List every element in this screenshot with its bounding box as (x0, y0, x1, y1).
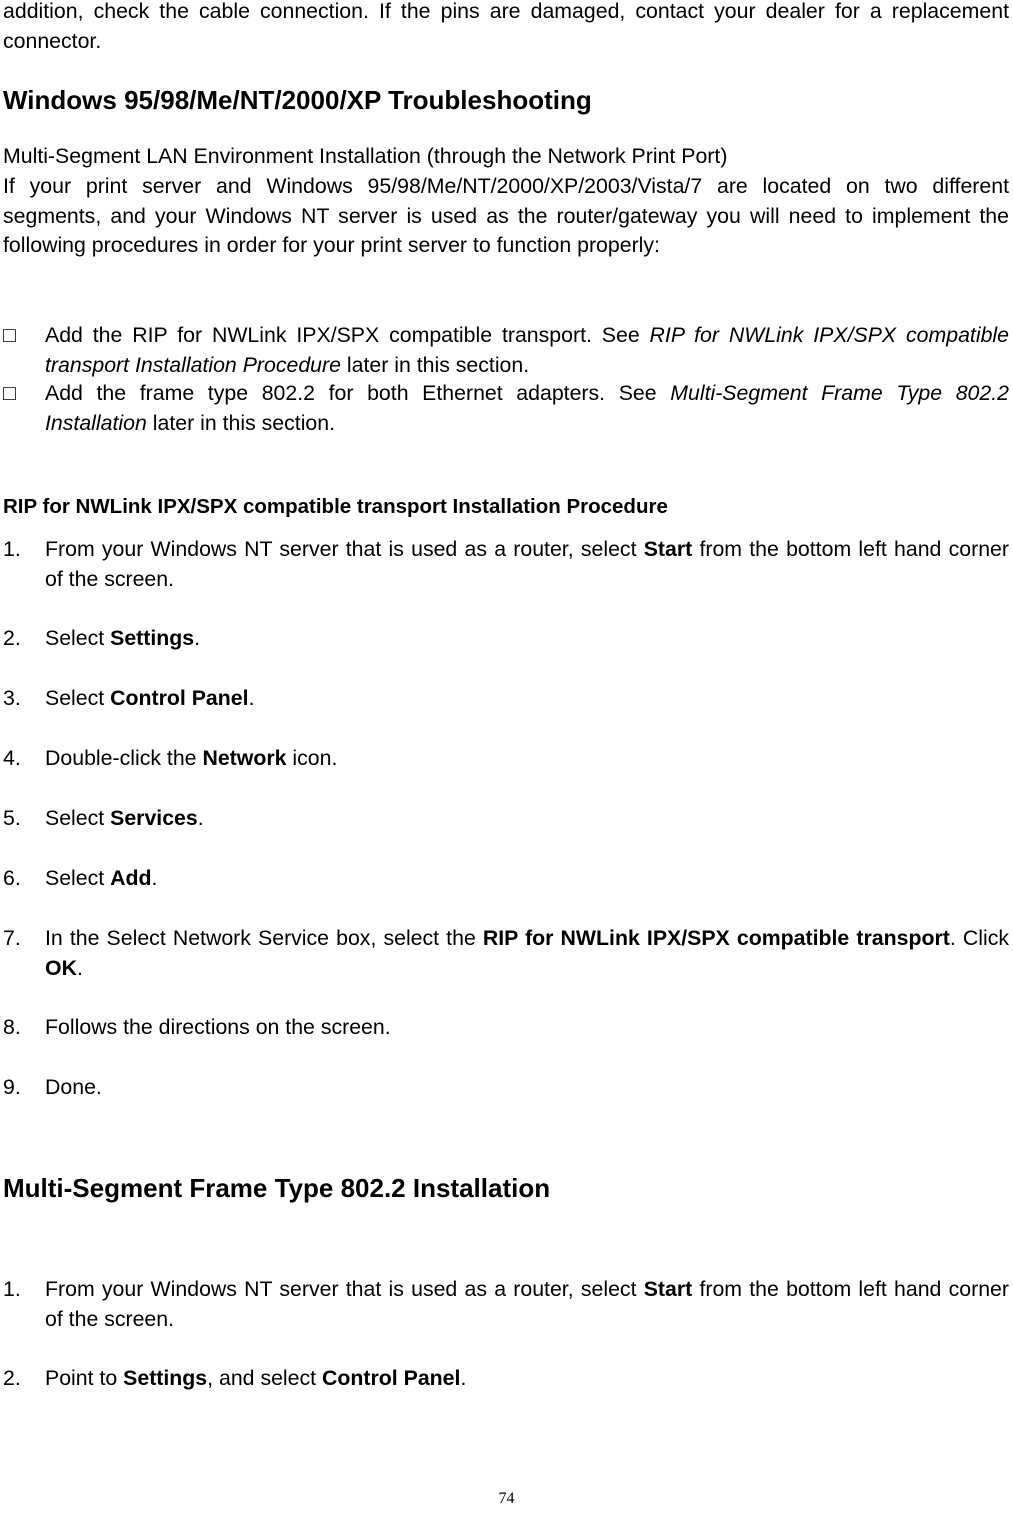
text-run: Add the RIP for NWLink IPX/SPX compatible transport. See (45, 323, 650, 347)
lan-body-paragraph (3, 172, 1009, 261)
text-run: From your Windows NT server that is used as a router, select (45, 1277, 644, 1301)
step-text (45, 744, 1009, 774)
text-run: From your Windows NT server that is used as a router, select (45, 537, 644, 561)
step-item (3, 535, 1009, 594)
section-heading-frame-type: Multi-Segment Frame Type 802.2 Installation (3, 1173, 551, 1203)
bold-text: Services (110, 806, 198, 830)
step-text (45, 1073, 1009, 1103)
step-text (45, 924, 1009, 983)
page-number: 74 (498, 1490, 515, 1507)
step-text (45, 535, 1009, 594)
step-number: 6. (3, 866, 21, 890)
step-number: 8. (3, 1015, 21, 1039)
step-text (45, 864, 1009, 894)
bold-text: Control Panel (110, 686, 249, 710)
text-run: icon. (286, 746, 338, 770)
bullet-text (45, 379, 1009, 438)
step-number: 4. (3, 746, 21, 770)
bold-text: RIP for NWLink IPX/SPX compatible transport (482, 926, 950, 950)
text-run: . (194, 626, 201, 650)
text-run: Multi-Segment LAN Environment Installation (through the Network Print Port) (3, 144, 728, 168)
text-run: Select (45, 866, 111, 890)
text-run: Select (45, 686, 111, 710)
step-number: 1. (3, 1277, 21, 1301)
step-text (45, 1275, 1009, 1334)
step-item (3, 924, 1009, 983)
bullet-item (3, 379, 1009, 438)
text-run: . (151, 866, 158, 890)
step-item (3, 744, 1009, 774)
text-run: later in this section. (340, 352, 530, 377)
text-run: If your print server and Windows 95/98/Me/NT/2000/XP/2003/Vista/7 are located on two different segments, and your Windows NT server is used as the router/gateway you will need to implement the following procedures in order for your print server to function properly: (3, 174, 1009, 258)
bold-text: Network (202, 746, 287, 770)
text-run: from the bottom left hand corner of the screen. (45, 1277, 1009, 1331)
step-item (3, 684, 1009, 714)
text-run: Double-click the (45, 746, 203, 770)
step-item (3, 804, 1009, 834)
step-number: 2. (3, 1366, 21, 1390)
italic-reference: Multi-Segment Frame Type 802.2 Installation (45, 381, 1010, 435)
step-number: 7. (3, 926, 21, 950)
text-run: In the Select Network Service box, select the (45, 926, 483, 950)
step-text (45, 1364, 1009, 1394)
checkbox-bullet-icon: □ (3, 323, 16, 347)
bold-text: Settings (123, 1366, 208, 1390)
step-number: 2. (3, 626, 21, 650)
text-run: . (460, 1366, 467, 1390)
text-run: . Click (949, 926, 1009, 950)
step-text (45, 684, 1009, 714)
text-run: from the bottom left hand corner of the screen. (45, 537, 1009, 591)
italic-reference: RIP for NWLink IPX/SPX compatible transport Installation Procedure (45, 323, 1009, 377)
step-text (45, 804, 1009, 834)
bullet-text (45, 321, 1009, 380)
step-item (3, 864, 1009, 894)
text-run: . (76, 955, 83, 980)
text-run: , and select (207, 1366, 322, 1390)
lan-title (3, 142, 1009, 172)
step-text (45, 1013, 1009, 1043)
bold-text: OK (45, 955, 77, 980)
intro-paragraph (3, 0, 1009, 56)
step-item (3, 1073, 1009, 1103)
step-number: 3. (3, 686, 21, 710)
step-item (3, 624, 1009, 654)
text-run: Follows the directions on the screen. (45, 1015, 391, 1039)
text-run: addition, check the cable connection. If the pins are damaged, contact your dealer for a replacement connector. (3, 0, 1009, 53)
bold-text: Start (643, 1277, 693, 1301)
section-heading-troubleshooting: Windows 95/98/Me/NT/2000/XP Troubleshooting (3, 85, 592, 115)
bullet-item (3, 321, 1009, 380)
text-run: Select (45, 806, 111, 830)
text-run: later in this section. (146, 410, 336, 435)
step-item (3, 1013, 1009, 1043)
text-run: Add the frame type 802.2 for both Ethernet adapters. See (45, 381, 671, 405)
step-number: 5. (3, 806, 21, 830)
checkbox-bullet-icon: □ (3, 381, 16, 405)
step-item (3, 1275, 1009, 1334)
step-text (45, 624, 1009, 654)
step-number: 1. (3, 537, 21, 561)
bold-text: Add (110, 866, 152, 890)
text-run: Point to (45, 1366, 124, 1390)
step-item (3, 1364, 1009, 1394)
bold-text: Settings (110, 626, 195, 650)
text-run: Done. (45, 1075, 102, 1099)
bold-text: Control Panel (322, 1366, 461, 1390)
step-number: 9. (3, 1075, 21, 1099)
text-run: . (197, 806, 204, 830)
text-run: Select (45, 626, 111, 650)
subheading-rip-procedure: RIP for NWLink IPX/SPX compatible transport Installation Procedure (3, 495, 668, 518)
bold-text: Start (643, 537, 693, 561)
text-run: . (248, 686, 255, 710)
